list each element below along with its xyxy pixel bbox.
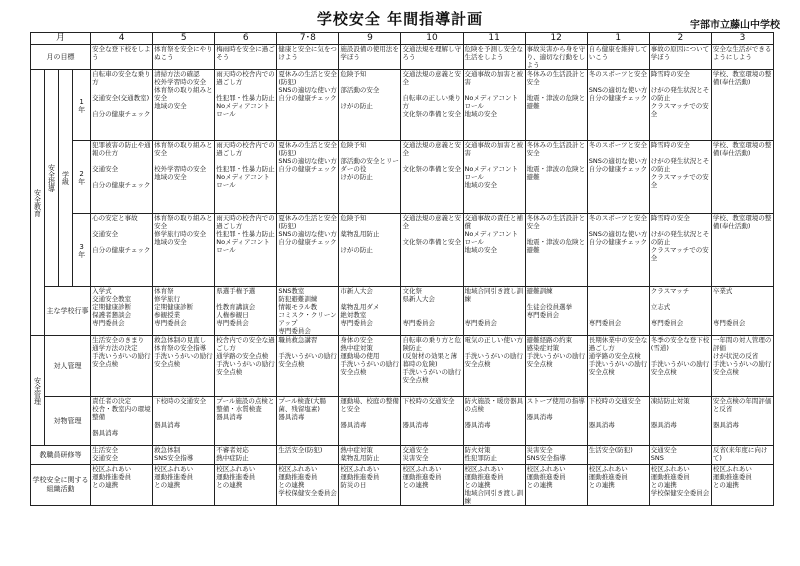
month-header: 12 xyxy=(525,33,587,45)
kenshu-cell: 救急体制 SNS安全指導 xyxy=(153,446,215,465)
kenshu-cell: 熱中症対策 薬物乱用防止 xyxy=(339,446,401,465)
soshiki-cell: 校区ふれあい 運動推進委員 との連携 xyxy=(215,465,277,506)
taibutsu-cell: プール施設の点検と整備・水質検査 器具消毒 xyxy=(215,397,277,446)
grade2-cell: 降雪時の安全 けがの発生状況とその防止 クラスマッチでの安全 xyxy=(649,141,711,214)
month-header-label: 月 xyxy=(31,33,91,45)
goals-cell: 自ら健康を維持していこう xyxy=(587,45,649,70)
grade2-cell: 危険予知 部活動の安全とリーダーの役 けがの防止 xyxy=(339,141,401,214)
grade2-label: 2年 xyxy=(73,141,91,214)
grade2-cell: 交通法規の意義と安全 文化祭の準備と安全 xyxy=(401,141,463,214)
taibutsu-cell: 運動場、校庭の整備と安全 器具消毒 xyxy=(339,397,401,446)
grade3-cell: 体育祭の取り組みと安全 修学旅行時の安全 地域の安全 xyxy=(153,214,215,287)
grade1-cell: 冬休みの生活設計と安全 地震・津波の危険と避難 xyxy=(525,70,587,141)
goals-label: 月の目標 xyxy=(31,45,91,70)
month-header: 10 xyxy=(401,33,463,45)
soshiki-cell: 校区ふれあい 運動推進委員 との連携 xyxy=(153,465,215,506)
grade2-cell: 冬休みの生活設計と安全 地震・津波の危険と避難 xyxy=(525,141,587,214)
kenshu-cell: 交通安全 災害安全 xyxy=(401,446,463,465)
events-cell: 卒業式 専門委員会 xyxy=(711,287,773,336)
taibutsu-cell: プール検査(大腸菌、残留塩素) 器具消毒 xyxy=(277,397,339,446)
page-title: 学校安全 年間指導計画 xyxy=(316,10,484,28)
taijin-cell: 長期休業中の安全な過ごし方 通学路の安全点検 手洗いうがいの励行 安全点検 xyxy=(587,336,649,397)
month-header: 6 xyxy=(215,33,277,45)
month-header: 11 xyxy=(463,33,525,45)
events-label: 主な学校行事 xyxy=(45,287,91,336)
soshiki-cell: 校区ふれあい 運動推進委員 との連携 xyxy=(711,465,773,506)
month-header: 3 xyxy=(711,33,773,45)
grade1-cell: 清掃方法の確認 校外学習時の安全 体育祭の取り組みと安全 地域の安全 xyxy=(153,70,215,141)
month-header: 7･8 xyxy=(277,33,339,45)
events-cell: 避難訓練 生徒会役員選挙 専門委員会 xyxy=(525,287,587,336)
soshiki-cell: 校区ふれあい 運動推進委員 防災の日 xyxy=(339,465,401,506)
kenshu-cell: 防火対策 性犯罪防止 xyxy=(463,446,525,465)
grade3-cell: 交通法規の意義と安全 文化祭の準備と安全 xyxy=(401,214,463,287)
grade3-cell: 雨天時の校舎内での過ごし方 性犯罪・性暴力防止 Noメディアコントロール xyxy=(215,214,277,287)
events-cell: 文化祭 県新人大会 専門委員会 xyxy=(401,287,463,336)
kenshu-cell: 生活安全(防犯) xyxy=(277,446,339,465)
month-header: 9 xyxy=(339,33,401,45)
grade2-cell: 犯罪被害の防止や通報の仕方 交通安全 自分の健康チェック xyxy=(91,141,153,214)
grade3-cell: 心の安定と事故 交通安全 自分の健康チェック xyxy=(91,214,153,287)
grade3-cell: 夏休みの生活と安全(防犯) SNSの適切な使い方 自分の健康チェック xyxy=(277,214,339,287)
taijin-cell: 生活安全のきまり 通学方法の決定 手洗いうがいの励行 安全点検 xyxy=(91,336,153,397)
grade3-cell: 学校、教室環境の整備(奉仕活動) xyxy=(711,214,773,287)
goals-cell: 安全な登下校をしよう xyxy=(91,45,153,70)
events-cell: クラスマッチ 立志式 専門委員会 xyxy=(649,287,711,336)
grade1-cell: 学校、教室環境の整備(奉仕活動) xyxy=(711,70,773,141)
soshiki-cell: 校区ふれあい 運動推進委員 との連携 xyxy=(91,465,153,506)
kenshu-cell: 交通安全 SNS xyxy=(649,446,711,465)
plan-table xyxy=(30,32,774,506)
goals-cell: 事故の原因について学ぼう xyxy=(649,45,711,70)
taibutsu-cell: 責任者の決定 校舎・教室内の環境整備 器具消毒 xyxy=(91,397,153,446)
events-cell: 入学式 交通安全教室 定期健康診断 保護者懇談会 専門委員会 xyxy=(91,287,153,336)
grade1-cell: 交通事故の加害と被害 Noメディアコントロール 地域の安全 xyxy=(463,70,525,141)
taijin-cell: 避難経路の約束 感染症対策 手洗いうがいの励行 安全点検 xyxy=(525,336,587,397)
taijin-cell: 一年間の対人管理の評価 けが状況の反省 手洗いうがいの励行 安全点検 xyxy=(711,336,773,397)
taijin-label: 対人管理 xyxy=(45,336,91,397)
grade1-cell: 冬のスポーツと安全 SNSの適切な使い方 自分の健康チェック xyxy=(587,70,649,141)
soshiki-cell: 校区ふれあい 運動推進委員 との連携 地域合同引き渡し訓練 xyxy=(463,465,525,506)
grade2-cell: 夏休みの生活と安全(防犯) SNSの適切な使い方 自分の健康チェック xyxy=(277,141,339,214)
grade3-cell: 危険予知 薬物乱用防止 けがの防止 xyxy=(339,214,401,287)
grade1-cell: 交通法規の意義と安全 自転車の正しい乗り方 文化祭の準備と安全 xyxy=(401,70,463,141)
taijin-cell: 救急体制の見直し 体育祭の安全指導 手洗いうがいの励行 安全点検 xyxy=(153,336,215,397)
soshiki-cell: 校区ふれあい 運動推進委員 との連携 xyxy=(587,465,649,506)
taijin-cell: 校舎内での安全な過ごし方 通学路の安全点検 手洗いうがいの励行 安全点検 xyxy=(215,336,277,397)
grade1-label: 1年 xyxy=(73,70,91,141)
taibutsu-cell: 下校時の交通安全 器具消毒 xyxy=(587,397,649,446)
school-name: 宇部市立藤山中学校 xyxy=(690,20,780,31)
kenshu-label: 教職員研修等 xyxy=(31,446,91,465)
grade1-cell: 雨天時の校舎内での過ごし方 性犯罪・性暴力防止 Noメディアコントロール xyxy=(215,70,277,141)
events-cell: SNS教室 防犯避難訓練 情報モラル教 コミスク・クリーンアップ 専門委員会 xyxy=(277,287,339,336)
anzen-kanri-label: 安全管理 xyxy=(31,336,45,446)
goals-cell: 事故災害から身を守り、適切な行動をしよう xyxy=(525,45,587,70)
taibutsu-cell: 凍結防止対策 器具消毒 xyxy=(649,397,711,446)
grade1-cell: 夏休みの生活と安全(防犯) SNSの適切な使い方 自分の健康チェック xyxy=(277,70,339,141)
taibutsu-cell: 安全点検の年間評価と反省 器具消毒 xyxy=(711,397,773,446)
anzen-kyoiku-label: 安全教育 xyxy=(31,70,45,336)
events-cell: 体育祭 修学旅行 定期健康診断 参観授業 専門委員会 xyxy=(153,287,215,336)
taijin-cell: 電気の正しい使い方 手洗いうがいの励行 安全点検 xyxy=(463,336,525,397)
events-cell: 県選手権予選 性教育講演会 人権参観日 専門委員会 xyxy=(215,287,277,336)
month-header: 4 xyxy=(91,33,153,45)
kenshu-cell: 反省(来年度に向けて) xyxy=(711,446,773,465)
taijin-cell: 職員救急講習 手洗いうがいの励行 安全点検 xyxy=(277,336,339,397)
goals-cell: 施設設備の使用法を学ぼう xyxy=(339,45,401,70)
taijin-cell: 冬季の安全な登下校(雪道) 手洗いうがいの励行 安全点検 xyxy=(649,336,711,397)
taibutsu-cell: 下校時の交通安全 器具消毒 xyxy=(153,397,215,446)
events-cell: 市新人大会 薬物乱用ダメ 絶対教室 専門委員会 xyxy=(339,287,401,336)
soshiki-cell: 校区ふれあい 運動推進委員 との連携 学校保健安全委員会 xyxy=(277,465,339,506)
grade1-cell: 危険予知 部活動の安全 けがの防止 xyxy=(339,70,401,141)
month-header: 5 xyxy=(153,33,215,45)
goals-cell: 交通法規を理解し守ろう xyxy=(401,45,463,70)
taibutsu-label: 対物管理 xyxy=(45,397,91,446)
goals-cell: 安全な生活ができるようにしよう xyxy=(711,45,773,70)
soshiki-cell: 校区ふれあい 運動推進委員 との連携 xyxy=(401,465,463,506)
goals-cell: 梅雨時を安全に過ごそう xyxy=(215,45,277,70)
grade2-cell: 学校、教室環境の整備(奉仕活動) xyxy=(711,141,773,214)
grade2-cell: 体育祭の取り組みと安全 校外学習時の安全 地域の安全 xyxy=(153,141,215,214)
kenshu-cell: 生活安全(防犯) xyxy=(587,446,649,465)
grade1-cell: 降雪時の安全 けがの発生状況とその防止 クラスマッチでの安全 xyxy=(649,70,711,141)
grade3-cell: 冬のスポーツと安全 SNSの適切な使い方 自分の健康チェック xyxy=(587,214,649,287)
soshiki-label: 学校安全に関する組織活動 xyxy=(31,465,91,506)
goals-cell: 体育祭を安全にやりぬこう xyxy=(153,45,215,70)
taijin-cell: 自転車の乗り方と危険防止 (反射材の効果と薄暮時の危険) 手洗いうがいの励行 安全点検 xyxy=(401,336,463,397)
gakkyu-label: 学級 xyxy=(59,70,73,287)
grade3-cell: 交通事故の責任と補償 Noメディアコントロール 地域の安全 xyxy=(463,214,525,287)
taibutsu-cell: 防火施設・暖房器具の点検 器具消毒 xyxy=(463,397,525,446)
grade3-cell: 冬休みの生活設計と安全 地震・津波の危険と避難 xyxy=(525,214,587,287)
anzen-shido-label: 安全指導 xyxy=(45,70,59,287)
grade2-cell: 雨天時の校舎内での過ごし方 性犯罪・性暴力防止 Noメディアコントロール xyxy=(215,141,277,214)
goals-cell: 危険を予測し安全な生活をしよう xyxy=(463,45,525,70)
soshiki-cell: 校区ふれあい 運動推進委員 との連携 学校保健安全委員会 xyxy=(649,465,711,506)
grade1-cell: 自転車の安全な乗り方 交通安全(交通教室) 自分の健康チェック xyxy=(91,70,153,141)
grade2-cell: 冬のスポーツと安全 SNSの適切な使い方 自分の健康チェック xyxy=(587,141,649,214)
soshiki-cell: 校区ふれあい 運動推進委員 との連携 xyxy=(525,465,587,506)
taijin-cell: 身体の安全 熱中症対策 運動場の使用 手洗いうがいの励行 安全点検 xyxy=(339,336,401,397)
kenshu-cell: 不審者対応 熱中症防止 xyxy=(215,446,277,465)
goals-cell: 健康と安全に気をつけよう xyxy=(277,45,339,70)
grade3-cell: 降雪時の安全 けがの発生状況とその防止 クラスマッチでの安全 xyxy=(649,214,711,287)
kenshu-cell: 災害安全 SNS安全指導 xyxy=(525,446,587,465)
month-header: 2 xyxy=(649,33,711,45)
grade2-cell: 交通事故の加害と被害 Noメディアコントロール 地域の安全 xyxy=(463,141,525,214)
kenshu-cell: 生活安全 交通安全 xyxy=(91,446,153,465)
taibutsu-cell: ストーブ使用の指導 器具消毒 xyxy=(525,397,587,446)
events-cell: 専門委員会 xyxy=(587,287,649,336)
grade3-label: 3年 xyxy=(73,214,91,287)
taibutsu-cell: 下校時の交通安全 器具消毒 xyxy=(401,397,463,446)
month-header: 1 xyxy=(587,33,649,45)
events-cell: 地域合同引き渡し訓練 専門委員会 xyxy=(463,287,525,336)
